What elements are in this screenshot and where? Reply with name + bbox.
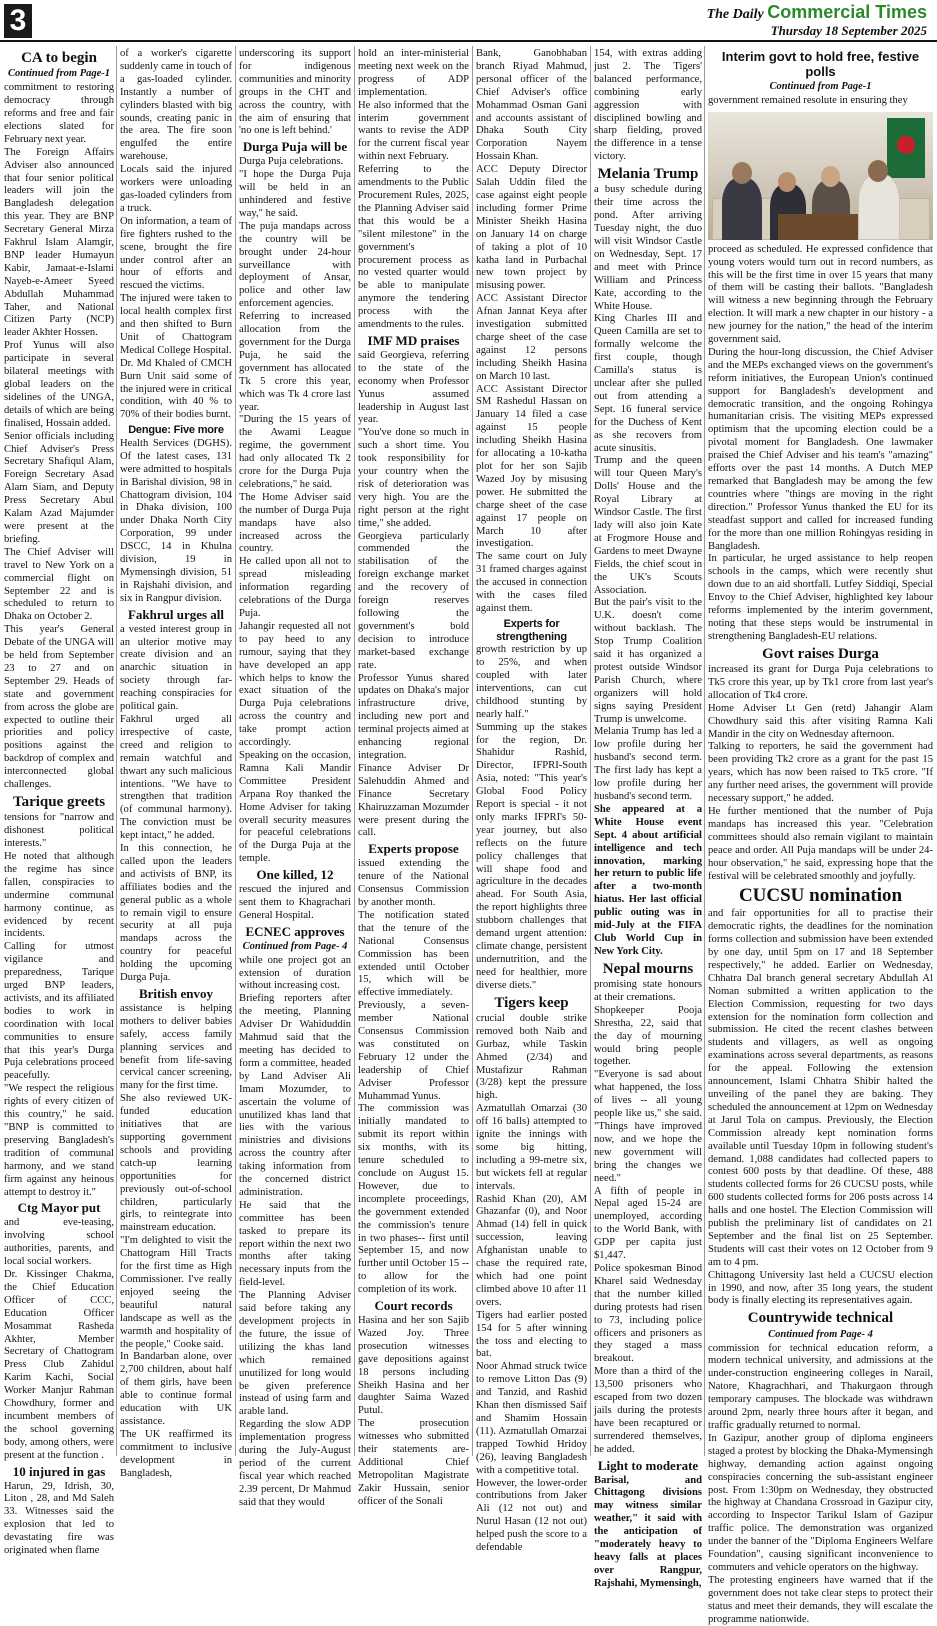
paragraph: Melania Trump has led a low profile during her husband's second term. The first lady has kept a low profile during her husband's second term.: [594, 726, 702, 802]
column-divider: [116, 46, 117, 1456]
paragraph: commitment to restoring democracy through reforms and free and fair elections slated for February next year.: [4, 82, 114, 145]
paragraph: Talking to reporters, he said the government had been providing Tk2 crore as a grant for the past 15 years, which has now been raised to Tk5 crore. "If any further need arises, the government will provide necessary support," he added.: [708, 741, 933, 805]
headline-experts-propose: Experts propose: [368, 841, 459, 857]
paragraph: growth restriction by up to 25%, and when coupled with later interventions, can cut childhood stunting by nearly half.": [476, 644, 587, 720]
column-1: [4, 48, 114, 1557]
paragraph: ACC Deputy Director Salah Uddin filed the case against eight people including former Prime Minister Sheikh Hasina on January 14 on charge of taking a plot of 10 katha land in Purbachal new town project by misusing power.: [476, 164, 587, 292]
paragraph: Dr. Md Khaled of CMCH Burn Unit said some of the injured were in critical condition, with 40 % to 70% of their bodies burnt.: [120, 357, 232, 421]
headline-court-records: Court records: [374, 1298, 453, 1314]
paragraph: The protesting engineers have warned that if the government does not take clear steps to protect their status and meet their demands, they will escalate the programme nationwide.: [708, 1574, 933, 1625]
paragraph: King Charles III and Queen Camilla are set to formally welcome the first couple, though Camilla's status is unclear after she pulled out from attending a Sept. 16 funeral service for the Duchess of Kent as she recovers from acute sinusitis.: [594, 313, 702, 454]
paragraph: The prosecution witnesses who submitted their statements are- Additional Chief Metropolitan Magistrate Zakir Hussain, senior officer of the Sonali: [358, 1418, 469, 1507]
paragraph: crucial double strike removed both Naib and Gurbaz, while Taskin Ahmed (2/34) and Mustafizur Rahman (3/28) kept the pressure high.: [476, 1012, 587, 1102]
continued-note: Continued from Page-1: [7, 68, 111, 80]
paper-title: [707, 2, 927, 23]
paragraph: Tigers had earlier posted 154 for 5 after winning the toss and electing to bat.: [476, 1309, 587, 1360]
paragraph: The notification stated that the tenure of the National Consensus Commission has been extended until October 15, which will be effective immediately.: [358, 909, 469, 999]
paragraph: Durga Puja celebrations.: [239, 156, 344, 168]
paragraph: Hasina and her son Sajib Wazed Joy. Three prosecution witnesses gave depositions against 18 persons including Sheikh Hasina and her daughter Saima Wazed Putul.: [358, 1315, 469, 1417]
person-head: [868, 160, 888, 182]
headline-interim-govt: Interim govt to hold free, festive polls: [721, 49, 920, 79]
column-4: [358, 48, 469, 1507]
paragraph: a busy schedule during their time across the pond. After arriving Tuesday night, the duo will visit Windsor Castle on Wednesday, Sept. 17 and meet with Prince William and Princess Kate, according to the White House.: [594, 184, 702, 312]
paragraph: Fakhrul urged all irrespective of caste, creed and religion to remain watchful and thwart any such malicious intentions. "We have to strengthen that tradition (of communal harmony). The conviction must be kept intact," he added.: [120, 713, 232, 842]
paragraph: "I hope the Durga Puja will be held in an unhindered and festive way," he said.: [239, 169, 351, 219]
column-divider: [472, 46, 473, 1456]
column-divider: [590, 46, 591, 1456]
column-divider: [704, 46, 705, 1456]
paragraph: increased its grant for Durga Puja celebrations to Tk5 crore this year, up by Tk1 crore from last year's allocation of Tk4 crore.: [708, 664, 933, 701]
paragraph: and eve-teasing, involving school authorities, parents, and local social workers.: [4, 1217, 114, 1268]
paragraph: Bank, Ganobhaban branch Riyad Mahmud, personal officer of the Chief Adviser's office Mohammad Osman Gani and accounts assistant of Dhaka South City Corporation Nayem Hossain Khan.: [476, 48, 587, 163]
paragraph: Noor Ahmad struck twice to remove Litton Das (9) and Tanzid, and Rashid Khan then dismissed Saif and Shamim Hossain (11). Azmatullah Omarzai trapped Towhid Hridoy (26), leaving Bangladesh with a competitive total.: [476, 1361, 587, 1476]
paragraph: In Gazipur, another group of diploma engineers staged a protest by blocking the Dhaka-Mymensingh highway, demanding action against ongoing conspiracies concerning the sub-assistant engineer post. From 1:30pm on Wednesday, they obstructed the highway at Chandana Crossroad in Gazipur city, according to Inspector Tarikul Islam of Gazipur traffic police. The demonstration was organized under the banner of the "Diploma Engineers Welfare Foundation", causing significant inconvenience to commuters and vehicle operators on the highway.: [708, 1432, 933, 1573]
paragraph: Police spokesman Binod Kharel said Wednesday that the number killed during protests had risen to 73, including police officers and prisoners as they staged a mass breakout.: [594, 1262, 702, 1365]
paragraph: issued extending the tenure of the National Consensus Commission by another month.: [358, 858, 469, 908]
headline-tarique-greets: Tarique greets: [12, 794, 106, 810]
paragraph: Chittagong University last held a CUCSU election in 1990, and now, after 35 long years, the student body is finally electing its representatives again.: [708, 1269, 933, 1307]
paragraph: He said that the committee has been tasked to prepare its report within the next two months after taking necessary inputs from the field-level.: [239, 1199, 351, 1289]
paragraph: Professor Yunus shared updates on Dhaka's major infrastructure drive, including new port and terminal projects aimed at enhancing regional integration.: [358, 672, 469, 761]
paper-prefix: The Daily: [706, 7, 764, 22]
paragraph: a vested interest group in an ulterior motive may create division and an anarchic situation in society through far-reaching conspiracies for political gain.: [120, 623, 232, 713]
paragraph: of a worker's cigarette suddenly came in touch of a gas-loaded cylinder. Instantly a number of cylinders blasted with big sounds, creating panic in the area. The fire soon engulfed the entire warehouse.: [120, 48, 232, 163]
masthead-rule: [0, 40, 937, 42]
paragraph: tensions for "narrow and dishonest political interests.": [4, 812, 114, 850]
paragraph: He called upon all not to spread misleading information regarding celebrations of the Durga Puja.: [239, 556, 351, 619]
paragraph: "Everyone is sad about what happened, the loss of lives -- all young people like us," she said. "Things have improved now, and we hope the new government will bring the changes we need.": [594, 1069, 702, 1184]
headline-light-to-moderate: Light to moderate: [597, 1457, 699, 1473]
paragraph: Previously, a seven-member National Consensus Commission was constituted on February 12 under the leadership of Chief Adviser Professor Muhammad Yunus.: [358, 1000, 469, 1102]
headline-one-killed: One killed, 12: [256, 867, 334, 883]
paragraph: During the hour-long discussion, the Chief Adviser and the MEPs exchanged views on the government's reform initiatives, the European Union's continued support for Bangladesh's development and democratic transition, and the ongoing Rohingya humanitarian crisis. The visiting MEPs expressed optimism that the upcoming election could be a pivotal moment for Bangladesh. One lawmaker praised the Chief Adviser and his team's "amazing" efforts over the past 14 months. A Dutch MEP remarked that Bangladesh may be among the few countries where "things are moving in the right direction." Professor Yunus thanked the EU for its steadfast support and called for increased funding for the more than one million Rohingyas residing in Bangladesh.: [708, 346, 933, 552]
paragraph: "I'm delighted to visit the Chattogram Hill Tracts for the first time as High Commissioner. I've really enjoyed seeing the beautiful natural landscape as well as the warmth and hospitality of the people," Cooke said.: [120, 1235, 232, 1350]
paragraph: The Chief Adviser will travel to New York on a commercial flight on September 22 and is scheduled to return to Dhaka on October 2.: [4, 546, 114, 623]
news-photo: [708, 112, 933, 240]
paragraph: The same court on July 31 framed charges against the accused in connection with the cases filed against them.: [476, 551, 587, 614]
paragraph: Speaking on the occasion, Ramna Kali Mandir Committee President Arpana Roy thanked the Home Adviser for taking overall security measures for peaceful celebrations of the Durga Puja at the temple.: [239, 749, 351, 865]
paragraph: The commission was initially mandated to submit its report within six months, with its tenure scheduled to conclude on August 15. However, due to incomplete proceedings, the government extended the commission's tenure in two phases-- first until September 15, and now further until October 15 --to allow for the completion of its work.: [358, 1103, 469, 1296]
column-divider: [354, 46, 355, 1456]
paragraph: In Bandarban alone, over 2,700 children, about half of them girls, have been able to continue formal education with UK assistance.: [120, 1351, 232, 1427]
headline-melania-trump: Melania Trump: [597, 166, 699, 183]
paragraph: He further mentioned that the number of Puja mandaps has increased this year. "Celebration committees should also remain vigilant to maintain peace and order. All Puja mandaps will be under 24-hour observation," he said, expressing hope that the festival will be celebrated smoothly and joyfully.: [708, 806, 933, 882]
headline-countrywide-technical: Countrywide technical: [747, 1310, 894, 1327]
headline-tigers-keep: Tigers keep: [494, 994, 569, 1011]
headline-imf-md: IMF MD praises: [367, 332, 460, 348]
paragraph: Calling for utmost vigilance and preparedness, Tarique urged BNP leaders, activists, and its affiliated bodies to work in coordination with local communities to ensure that this year's Durga Puja celebrations proceed peacefully.: [4, 941, 114, 1082]
paragraph: In this connection, he called upon the leaders and activists of BNP, its affiliates bodies and the general public as a whole to remain vigil to ensure security at all puja mandaps across the country for peaceful holding the upcoming Durga Puja.: [120, 843, 232, 984]
headline-cucsu-nomination: CUCSU nomination: [738, 885, 903, 907]
issue-date: Thursday 18 September 2025: [770, 23, 927, 38]
coffee-table: [778, 214, 868, 240]
paragraph: Senior officials including Chief Adviser's Press Secretary Shafiqul Alam, Foreign Secretary Asad Alam Siam, and Deputy Press Secretary Abul Kalam Azad Majumder were present at the briefing.: [4, 430, 114, 545]
headline-durga-puja: Durga Puja will be: [242, 139, 348, 155]
paragraph: underscoring its support for indigenous communities and minority groups in the CHT and across the country, with the aim of ensuring that 'no one is left behind.': [239, 48, 351, 137]
paper-name: Commercial Times: [767, 2, 927, 22]
paragraph: The UK reaffirmed its commitment to inclusive development in Bangladesh,: [120, 1428, 232, 1479]
person-head: [778, 172, 796, 192]
paragraph: Georgieva particularly commended the stabilisation of the foreign exchange market and the recovery of foreign reserves following the government's bold decision to introduce market-based exchange rate.: [358, 530, 469, 671]
paragraph: Referring to the amendments to the Public Procurement Rules, 2025, the Planning Adviser said that this would be a "silent milestone" in the government's procurement process as no vested quarter would be able to manipulate anymore the tendering process with the amendments to the rules.: [358, 164, 469, 331]
paragraph: "You've done so much in such a short time. You took responsibility for your country when the risk of deterioration was very high. You are the right person at the right time," she added.: [358, 427, 469, 529]
paragraph: "We respect the religious rights of every citizen of this country," he said. "BNP is committed to preserving Bangladesh's tradition of communal harmony, and we stand firm against any heinous attempt to destroy it.": [4, 1083, 114, 1198]
continued-note: Continued from Page- 4: [242, 940, 348, 952]
paragraph: This year's General Debate of the UNGA will be held from September 23 to 27 and on September 29. Heads of state and government from across the globe are expected to outline their priorities and policy positions against the backdrop of complex and interconnected global challenges.: [4, 624, 114, 791]
headline-fakhrul: Fakhrul urges all: [127, 606, 225, 622]
paragraph: ACC Assistant Director SM Rashedul Hassan on January 14 filed a case against 15 people including Sheikh Hasina for allocating a 10-katha plot for her son Sajib Wazed Joy by misusing power. He submitted the charge sheet of the case against 17 people on March 10 after investigation.: [476, 383, 587, 550]
paragraph: More than a third of the 13,500 prisoners who escaped from two dozen jails during the protests have been recaptured or surrendered themselves, he added.: [594, 1366, 702, 1455]
paragraph: On information, a team of fire fighters rushed to the scene, brought the fire under control after an hour of efforts and rescued the victims.: [120, 215, 232, 292]
paragraph: said Georgieva, referring to the state of the economy when Professor Yunus assumed leadership in August last year.: [358, 349, 469, 426]
paragraph: ACC Assistant Director Afnan Jannat Keya after investigation submitted charge sheet of the case against 12 persons including Sheikh Hasina on March 10 last.: [476, 293, 587, 382]
paragraph: 154, with extras adding just 2. The Tigers' balanced performance, combining early aggression with disciplined bowling and sharp fielding, proved the difference in a tense victory.: [594, 48, 702, 163]
paragraph: Locals said the injured workers were unloading gas-loaded cylinders from a truck.: [120, 164, 232, 214]
headline-ca-to-begin: CA to begin: [21, 50, 97, 66]
paragraph: A fifth of people in Nepal aged 15-24 are unemployed, according to the World Bank, with GDP per capita just $1,447.: [594, 1185, 702, 1262]
paragraph: The puja mandaps across the country will be brought under 24-hour surveillance with deployment of Ansar, police and other law enforcement agencies.: [239, 220, 351, 310]
paragraph: "During the 15 years of the Awami League regime, the government had only allocated Tk 2 crore for the Durga Puja celebrations," he said.: [239, 414, 351, 490]
headline-experts-strengthening: Experts for strengthening: [496, 617, 567, 643]
paragraph: commission for technical education reform, a modern technical university, and admissions at the under-construction engineering colleges in Narail, Natore, Khagrachhari, and Thakurgaon through temporary campuses. The blockade was withdrawn around 2pm, nearly three hours after it began, and traffic gradually returned to normal.: [708, 1342, 933, 1431]
paragraph: But the pair's visit to the U.K. doesn't come without backlash. The Stop Trump Coalition said it has organized a protest outside Windsor Parish Church, where organizers will hold signs saying President Trump is unwelcome.: [594, 597, 702, 725]
paragraph: Barisal, and Chittagong divisions may witness similar weather," it said with the anticipation of "moderately heavy to heavy falls at places over Rangpur, Rajshahi, Mymensingh,: [594, 1474, 702, 1589]
column-divider: [235, 46, 236, 1456]
headline-nepal-mourns: Nepal mourns: [602, 960, 694, 977]
paragraph: and fair opportunities for all to practise their democratic rights, the deadlines for the nomination forms collection and submission have been extended by one day, until 5pm on 17 and 18 September respectively," he added. Earlier on Wednesday, Chhatra Dal branch general secretary Abdullah Al Noman submitted a written application to the Election Commission, requesting for two days extension for the nomination form collection and submission. He cited the recent clashes between students and villagers, as well as ongoing examinations across several departments, as reasons for the appeal. Following the extension announcement, Islami Chhatra Shibir halted the unveiling of the panel they are baking. They scheduled the announcement at 12pm on Wednesday at Jarul Tola on campus. Previously, the Election Commission already kept nomination forms available until Tuesday 10pm in following student's demand. 1,088 candidates had collected papers to contest 600 posts by that deadline. Of these, 488 students collected forms for 26 CUCSU posts, while 600 students collected forms for 206 posts across 14 halls and one hostel. The Election Commission will publish the preliminary list of candidates on 21 September and the final list on 25 September. Students will cast their votes on 12 October from 9 am to 4 pm.: [708, 908, 933, 1268]
person-figure: [858, 174, 900, 240]
paragraph: Rashid Khan (20), AM Ghazanfar (0), and Noor Ahmad (14) fell in quick succession, leaving Afghanistan unable to chase the required rate, which had one point climbed above 10 after 11 overs.: [476, 1193, 587, 1308]
person-head: [821, 166, 840, 187]
column-2: [120, 48, 232, 1479]
paragraph: Prof Yunus will also participate in several bilateral meetings with global leaders on the sidelines of the UNGA, details of which are being finalised, Hossain added.: [4, 340, 114, 429]
paragraph: The Planning Adviser said before taking any development projects in the future, the issue of utilizing the khas land which remained unutilized for long would be given preference instead of using farm and arable land.: [239, 1290, 351, 1418]
paragraph: Finance Adviser Dr Salehuddin Ahmed and Finance Secretary Khairuzzaman Mozumder were present during the call.: [358, 762, 469, 839]
paragraph: He noted that although the regime has since fallen, conspiracies to undermine communal harmony continue, as evidenced by recent incidents.: [4, 850, 114, 940]
paragraph: The Home Adviser said the number of Durga Puja mandaps have also increased across the country.: [239, 491, 351, 555]
person-figure: [722, 178, 762, 240]
paragraph: Health Services (DGHS). Of the latest cases, 131 were admitted to hospitals in Barishal division, 98 in Chattogram division, 104 in Dhaka division, 100 under Dhaka North City Corporation, 99 under DSCC, 14 in Khulna division, 19 in Mymensingh division, 51 in Rajshahi division, and six in Rangpur division.: [120, 437, 232, 604]
paragraph: Referring to increased allocation from the government for the Durga Puja, he said the government has allocated Tk 5 crore this year, which was Tk 4 crore last year.: [239, 311, 351, 413]
paragraph: government remained resolute in ensuring they: [708, 94, 908, 106]
paragraph: Trump and the queen will tour Queen Mary's Dolls' House and the Royal Library at Windsor Castle. The first lady will also join Kate at Frogmore House and Gardens to meet Dwayne Fields, the chief scout in the UK's Scouts Association.: [594, 455, 702, 596]
paragraph: rescued the injured and sent them to Khagrachari General Hospital.: [239, 884, 351, 921]
paragraph: Shopkeeper Pooja Shrestha, 22, said that the day of mourning would bring people together.: [594, 1004, 702, 1068]
column-6: [594, 48, 702, 1589]
continued-note: Continued from Page- 4: [768, 1328, 873, 1340]
paragraph: Briefing reporters after the meeting, Planning Adviser Dr Wahiduddin Mahmud said that the meeting has decided to form a committee, headed by Land Adviser Ali Imam Mozumder, to ascertain the volume of unutilized khas land that lies with the various ministries and divisions across the country after taking information from the concerned district administration.: [239, 993, 351, 1198]
column-5: [476, 48, 587, 1554]
headline-gas-injured: 10 injured in gas: [12, 1463, 106, 1479]
paragraph: assistance is helping mothers to deliver babies safely, access family planning services and benefit from life-saving cervical cancer screening, many for the first time.: [120, 1002, 232, 1092]
headline-govt-raises-durga: Govt raises Durga: [762, 645, 879, 662]
paragraph: proceed as scheduled. He expressed confidence that young voters would turn out in record numbers, as this will be the first time in over 15 years that many of them will be casting their ballots. "Bangladesh will witness a new beginning through the February election. It will mark a new chapter in our history - a new journey for the nation," the head of the interim government said.: [708, 243, 933, 346]
headline-ecnec: ECNEC approves: [245, 923, 345, 939]
page-number: 3: [4, 4, 32, 38]
paragraph: Azmatullah Omarzai (30 off 16 balls) attempted to ignite the innings with some big hitting, including a 99-metre six, but wickets fell at regular intervals.: [476, 1103, 587, 1192]
paragraph: Jahangir requested all not to pay heed to any rumour, saying that they have developed an app which helps to know the exact situation of the Durga Puja celebrations across the country and take prompt action accordingly.: [239, 620, 351, 749]
paragraph: Harun, 29, Idrish, 30, Liton , 28, and Md Saleh 33. Witnesses said the explosion that led to devastating fire was originated when flame: [4, 1480, 114, 1557]
paragraph: hold an inter-ministerial meeting next week on the progress of ADP implementation.: [358, 48, 469, 98]
paragraph: while one project got an extension of duration without increasing cost.: [239, 954, 351, 992]
paragraph: The injured were taken to local health complex first and then shifted to Burn Unit of Chattogram Medical College Hospital.: [120, 293, 232, 356]
paragraph: Regarding the slow ADP implementation progress during the July-August period of the current fiscal year which reached 2.39 percent, Dr Mahmud said that they would: [239, 1419, 351, 1508]
paragraph: He also informed that the interim government wants to revise the ADP for the current fiscal year within next February.: [358, 99, 469, 163]
paragraph: The Foreign Affairs Adviser also announced that four senior political leaders will join the Bangladesh delegation this year. They are BNP Secretary General Mirza Fakhrul Islam Alamgir, BNP leader Humayun Kabir, Jamaat-e-Islami Nayeb-e-Ameer Syeed Abdullah Muhammad Taher, and National Citizen Party (NCP) leader Akhter Hossen.: [4, 146, 114, 339]
continued-note: Continued from Page-1: [769, 80, 872, 92]
masthead: [707, 2, 927, 39]
paragraph: She appeared at a White House event Sept. 4 about artificial intelligence and tech innovation, marking her return to public life after a two-month hiatus. Her last official public outing was in mid-July at the FIFA Club World Cup in New York City.: [594, 803, 702, 957]
paragraph: She also reviewed UK-funded education initiatives that are supporting government schools and providing catch-up learning opportunities for previously out-of-school children, particularly girls, to reintegrate into mainstream education.: [120, 1093, 232, 1234]
paragraph: Dr. Kissinger Chakma, the Chief Education Officer of CCC, Education Officer Mosammat Rasheda Akhter, Member Secretary of Chattogram Press Club Zahidul Karim Kachi, Social Worker Manjur Rahman Chowdhury, former and incumbent members of the school governing body, among others, were present at the function .: [4, 1269, 114, 1461]
paragraph: However, the lower-order contributions from Jaker Ali (12 not out) and Nurul Hasan (12 not out) helped push the score to a defendable: [476, 1477, 587, 1554]
column-3: [239, 48, 351, 1508]
paragraph: In particular, he urged assistance to help reopen schools in the camps, which were recently shut down due to an aid shortfall. Lutfey Siddiqi, Special Envoy to the Chief Adviser, highlighted key labour reforms implemented by the interim government, noting that these steps would be instrumental in strengthening Bangladesh-EU relations.: [708, 553, 933, 642]
headline-dengue: Dengue: Five more: [128, 424, 224, 437]
paragraph: promising state honours at their cremations.: [594, 979, 702, 1003]
headline-ctg-mayor: Ctg Mayor put: [17, 1200, 101, 1216]
headline-british-envoy: British envoy: [138, 986, 214, 1002]
column-7: [708, 48, 933, 1625]
person-head: [732, 162, 752, 184]
paragraph: Summing up the stakes for the region, Dr. Shahidur Rashid, Director, IFPRI-South Asia, noted: "This year's Global Food Policy Report is special - it not only marks IFPRI's 50-year journey, but also reflects on the future policy challenges that will shape food and agriculture in the decades ahead. For South Asia, the report highlights three stubborn challenges that demand urgent attention: climate change, persistent undernutrition, and the need for healthier, more diverse diets.": [476, 721, 587, 991]
paragraph: Home Adviser Lt Gen (retd) Jahangir Alam Chowdhury said this after visiting Ramna Kali Mandir in the city on Wednesday afternoon.: [708, 702, 933, 740]
flag-image: [887, 118, 925, 178]
